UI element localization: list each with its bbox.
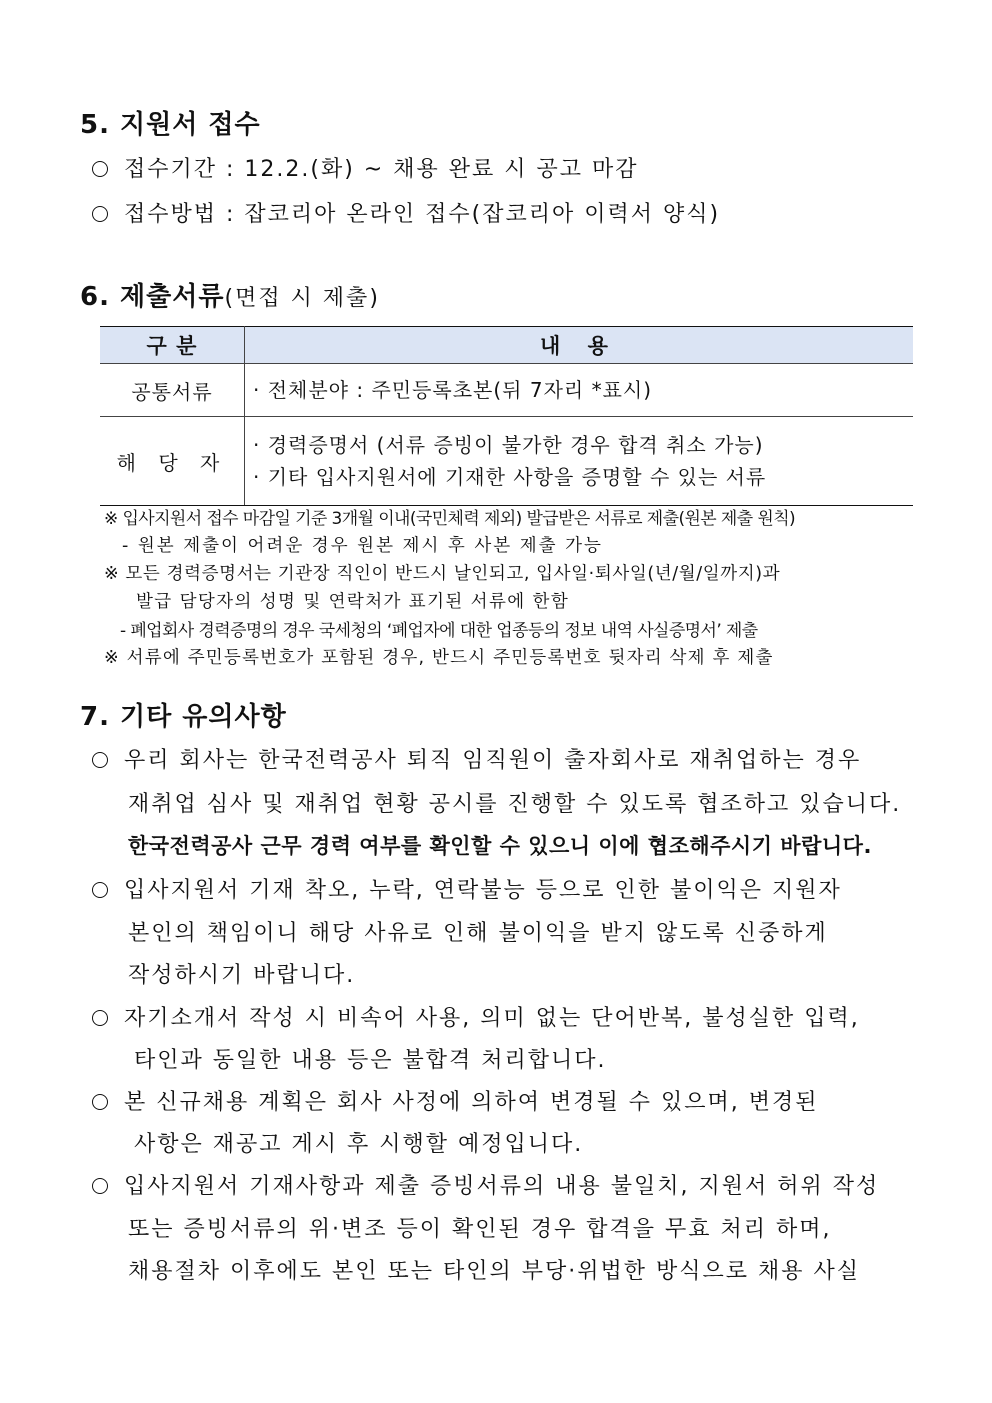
item-text: 입사지원서 기재사항과 제출 증빙서류의 내용 불일치, 지원서 허위 작성 — [124, 1174, 880, 1199]
item-continuation: 본인의 책임이니 해당 사유로 인해 불이익을 받지 않도록 신중하게 — [128, 921, 828, 946]
table-cell-content — [245, 417, 914, 506]
item-continuation: 또는 증빙서류의 위·변조 등이 확인된 경우 합격을 무효 처리 하며, — [128, 1217, 832, 1242]
note-line: ※ 모든 경력증명서는 기관장 직인이 반드시 날인되고, 입사일·퇴사일(년/월/일까지)과 — [104, 564, 781, 584]
section-7-item — [92, 1001, 860, 1032]
item-continuation: 사항은 재공고 게시 후 시행할 예정입니다. — [134, 1132, 584, 1157]
section-5-item — [92, 197, 720, 228]
table-header-content: 내 용 — [245, 327, 914, 364]
section-7-item — [92, 873, 842, 904]
item-continuation: 채용절차 이후에도 본인 또는 타인의 부당·위법한 방식으로 채용 사실 — [128, 1259, 860, 1284]
section-7-item — [92, 1085, 819, 1116]
note-line: - 원본 제출이 어려운 경우 원본 제시 후 사본 제출 가능 — [122, 536, 603, 556]
table-cell-category: 해 당 자 — [100, 417, 245, 506]
item-continuation: 작성하시기 바랍니다. — [128, 963, 356, 988]
table-row — [100, 364, 913, 417]
content-line: · 전체분야 : 주민등록초본(뒤 7자리 *표시) — [253, 378, 653, 402]
section-5-heading: 5. 지원서 접수 — [80, 110, 261, 140]
item-continuation: 타인과 동일한 내용 등은 불합격 처리합니다. — [134, 1048, 607, 1073]
item-continuation: 재취업 심사 및 재취업 현황 공시를 진행할 수 있도록 협조하고 있습니다. — [128, 792, 902, 817]
content-line: · 기타 입사지원서에 기재한 사항을 증명할 수 있는 서류 — [253, 465, 767, 489]
section-7-item — [92, 1169, 879, 1200]
section-7-item — [92, 743, 861, 774]
note-line: ※ 서류에 주민등록번호가 포함된 경우, 반드시 주민등록번호 뒷자리 삭제 후 제출 — [104, 648, 774, 668]
circle-bullet-icon — [92, 1178, 108, 1194]
item-text: 자기소개서 작성 시 비속어 사용, 의미 없는 단어반복, 불성실한 입력, — [124, 1006, 860, 1031]
circle-bullet-icon — [92, 161, 108, 177]
table-header-row — [100, 327, 913, 364]
section-7-heading: 7. 기타 유의사항 — [80, 702, 287, 732]
circle-bullet-icon — [92, 882, 108, 898]
note-line: 발급 담당자의 성명 및 연락처가 표기된 서류에 한함 — [136, 592, 570, 612]
circle-bullet-icon — [92, 1094, 108, 1110]
table-header-category: 구 분 — [100, 327, 245, 364]
note-line: ※ 입사지원서 접수 마감일 기준 3개월 이내(국민체력 제외) 발급받은 서류로 제출(원본 제출 원칙) — [104, 509, 796, 529]
table-cell-content — [245, 364, 914, 417]
circle-bullet-icon — [92, 1010, 108, 1026]
note-line: - 폐업회사 경력증명의 경우 국세청의 ‘폐업자에 대한 업종등의 정보 내역 사실증명서’ 제출 — [120, 621, 758, 641]
section-5-item — [92, 152, 638, 183]
item-text: 본 신규채용 계획은 회사 사정에 의하여 변경될 수 있으며, 변경된 — [124, 1090, 819, 1115]
item-text: 접수방법 : 잡코리아 온라인 접수(잡코리아 이력서 양식) — [124, 202, 721, 227]
content-line: · 경력증명서 (서류 증빙이 불가한 경우 합격 취소 가능) — [253, 433, 764, 457]
circle-bullet-icon — [92, 206, 108, 222]
circle-bullet-icon — [92, 752, 108, 768]
item-text: 접수기간 : 12.2.(화) ~ 채용 완료 시 공고 마감 — [124, 157, 639, 182]
item-text: 우리 회사는 한국전력공사 퇴직 임직원이 출자회사로 재취업하는 경우 — [124, 748, 862, 773]
item-text: 입사지원서 기재 착오, 누락, 연락불능 등으로 인한 불이익은 지원자 — [124, 878, 842, 903]
section-6-heading — [80, 276, 380, 313]
item-emphasis: 한국전력공사 근무 경력 여부를 확인할 수 있으니 이에 협조해주시기 바랍니다. — [128, 834, 872, 858]
table-cell-category: 공통서류 — [100, 364, 245, 417]
section-6-title: 6. 제출서류 — [80, 282, 225, 312]
table-row — [100, 417, 913, 506]
documents-table — [100, 326, 913, 506]
section-6-subtitle: (면접 시 제출) — [224, 286, 380, 311]
